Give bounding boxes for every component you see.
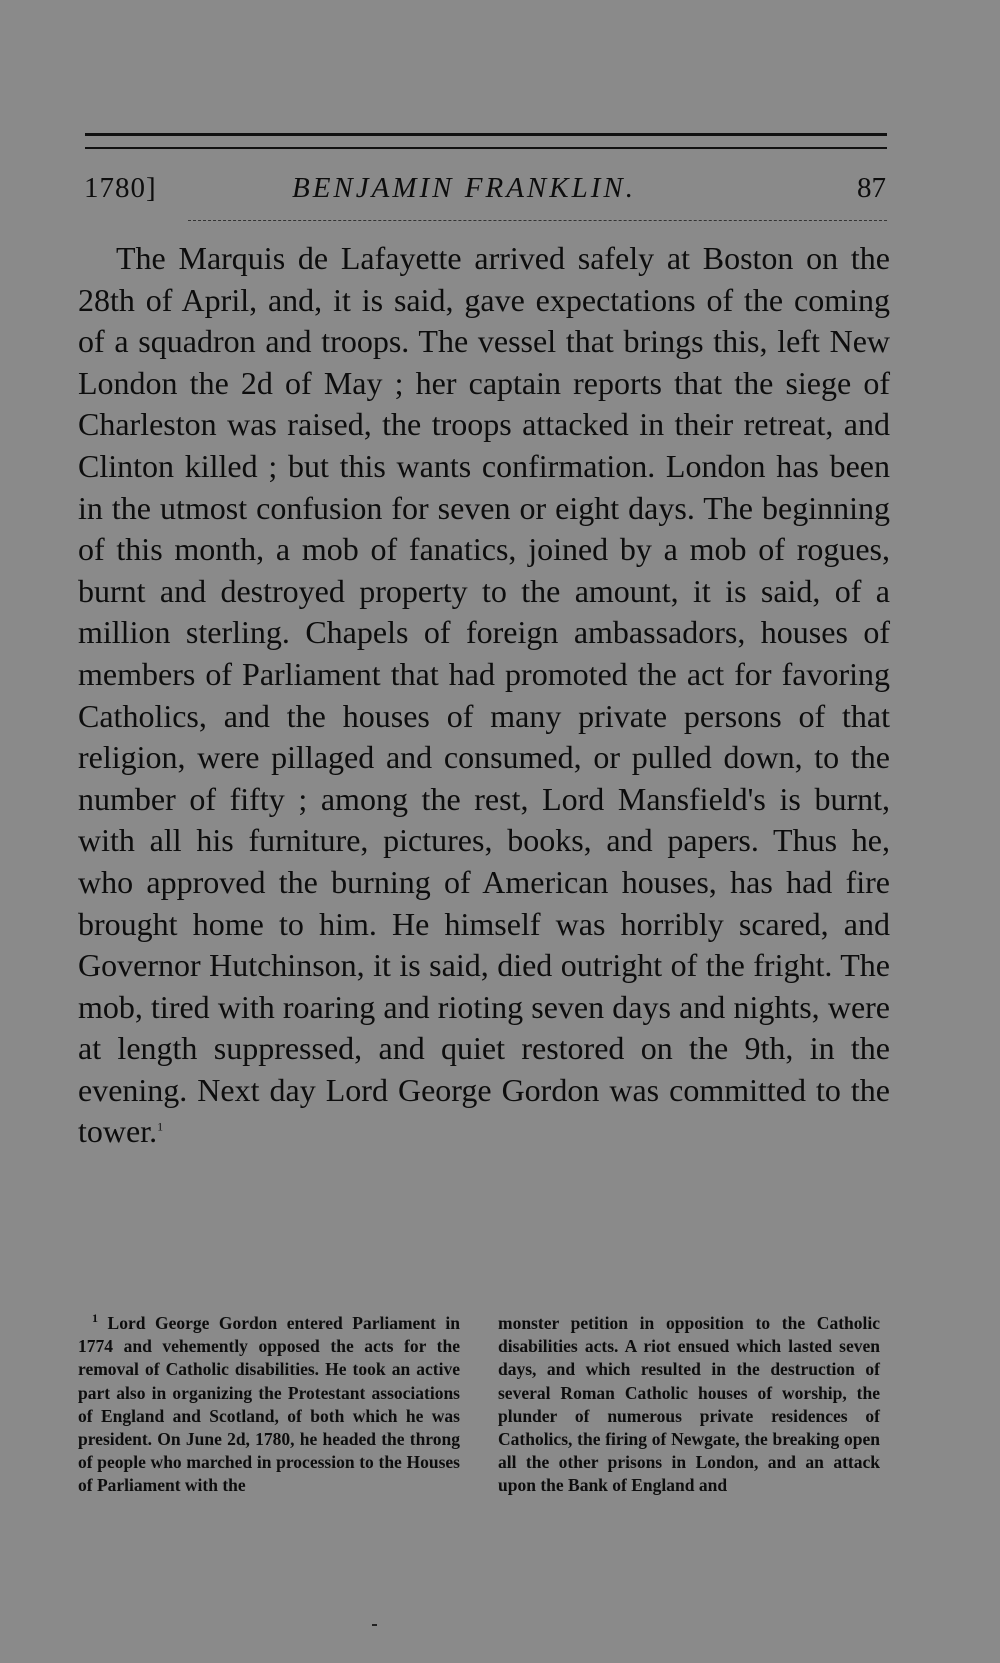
footnote-marker: 1 — [92, 1311, 98, 1326]
running-head-title: BENJAMIN FRANKLIN. — [292, 172, 636, 204]
running-head — [84, 168, 890, 208]
book-page — [78, 128, 890, 1648]
header-rule-bottom — [85, 147, 887, 149]
footnote-left-text: Lord George Gordon entered Parliament in 1774 and vehemently opposed the acts for the removal of Catholic disabilities. He took an active part also in organizing the Protestant associations of England and Scotland, of both which he was president. On June 2d, 1780, he headed the throng of people who marched in procession to the Houses of Parliament with the — [78, 1313, 460, 1496]
page-speck — [372, 1624, 377, 1626]
running-head-year: 1780] — [84, 172, 157, 204]
page-number: 87 — [857, 172, 886, 204]
body-paragraph-text: The Marquis de Lafayette arrived safely at Boston on the 28th of April, and, it is said, gave expectations of the coming of a squadron and troops. The vessel that brings this, left New London the 2d of May ; her captain reports that the siege of Charleston was raised, the troops attacked in their retreat, and Clinton killed ; but this wants confirmation. London has been in the utmost confusion for seven or eight days. The beginning of this month, a mob of fanatics, joined by a mob of rogues, burnt and destroyed property to the amount, it is said, of a million sterling. Chapels of foreign ambassadors, houses of members of Parliament that had promoted the act for favoring Catholics, and the houses of many private persons of that religion, were pillaged and consumed, or pulled down, to the number of fifty ; among the rest, Lord Mansfield's is burnt, with all his furniture, pictures, books, and papers. Thus he, who approved the burning of American houses, has had fire brought home to him. He himself was horribly scared, and Governor Hutchinson, it is said, died outright of the fright. The mob, tired with roaring and rioting seven days and nights, were at length suppressed, and quiet restored on the 9th, in the evening. Next day Lord George Gordon was committed to the tower. — [78, 240, 890, 1150]
footnote-right-text: monster petition in opposition to the Catholic disabilities acts. A riot ensued which lasted seven days, and which resulted in the destruction of several Roman Catholic houses of worship, the plunder of numerous private residences of Catholics, the firing of Newgate, the breaking open all the other prisons in London, and an attack upon the Bank of England and — [498, 1313, 880, 1496]
body-paragraph — [78, 238, 890, 1153]
header-underline — [188, 220, 887, 221]
footnote-right-column — [498, 1312, 880, 1498]
footnote-reference: 1 — [157, 1119, 164, 1134]
footnote-left-column — [78, 1312, 460, 1498]
header-rule-top — [85, 133, 887, 136]
